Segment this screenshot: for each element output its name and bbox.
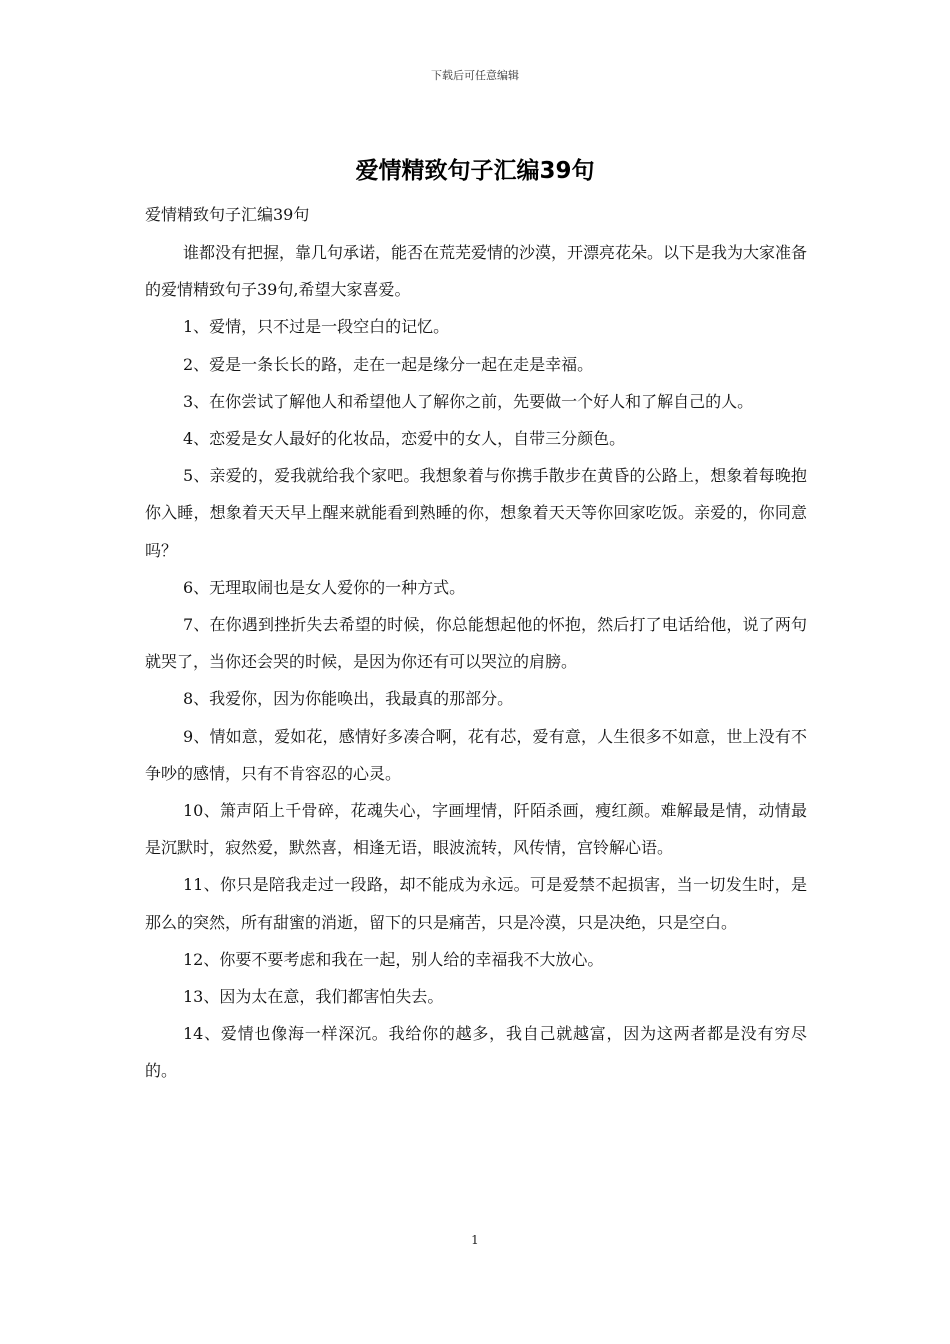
quote-paragraph: 10、箫声陌上千骨碎，花魂失心，字画埋情，阡陌杀画，瘦红颜。难解最是情，动情最是沉默时，寂然爱，默然喜，相逢无语，眼波流转，风传情，宫铃解心语。 <box>145 801 807 858</box>
quote-paragraph: 7、在你遇到挫折失去希望的时候，你总能想起他的怀抱，然后打了电话给他，说了两句就哭了，当你还会哭的时候，是因为你还有可以哭泣的肩膀。 <box>145 615 807 672</box>
document-body <box>145 234 807 1090</box>
quote-paragraph: 11、你只是陪我走过一段路，却不能成为永远。可是爱禁不起损害，当一切发生时，是那么的突然，所有甜蜜的消逝，留下的只是痛苦，只是冷漠，只是决绝，只是空白。 <box>145 875 807 932</box>
document-title: 爱情精致句子汇编39句 <box>355 158 595 184</box>
quote-paragraph: 3、在你尝试了解他人和希望他人了解你之前，先要做一个好人和了解自己的人。 <box>183 391 754 411</box>
quote-paragraph: 6、无理取闹也是女人爱你的一种方式。 <box>183 577 466 597</box>
page-number: 1 <box>471 1233 479 1247</box>
document-subtitle: 爱情精致句子汇编39句 <box>145 205 310 224</box>
quote-paragraph: 13、因为太在意，我们都害怕失去。 <box>183 987 444 1007</box>
quote-paragraph: 1、爱情，只不过是一段空白的记忆。 <box>183 317 450 337</box>
quote-paragraph: 14、爱情也像海一样深沉。我给你的越多，我自己就越富，因为这两者都是没有穷尽的。 <box>145 1024 807 1081</box>
quote-paragraph: 8、我爱你，因为你能唤出，我最真的那部分。 <box>183 689 514 709</box>
quote-paragraph: 5、亲爱的，爱我就给我个家吧。我想象着与你携手散步在黄昏的公路上，想象着每晚抱你入睡，想象着天天早上醒来就能看到熟睡的你，想象着天天等你回家吃饭。亲爱的，你同意吗？ <box>145 466 807 560</box>
intro-paragraph: 谁都没有把握，靠几句承诺，能否在荒芜爱情的沙漠，开漂亮花朵。以下是我为大家准备的爱情精致句子39句,希望大家喜爱。 <box>145 243 808 300</box>
quote-paragraph: 12、你要不要考虑和我在一起，别人给的幸福我不大放心。 <box>183 949 604 969</box>
quote-paragraph: 4、恋爱是女人最好的化妆品，恋爱中的女人，自带三分颜色。 <box>183 429 626 449</box>
page-header-note: 下载后可任意编辑 <box>431 69 519 82</box>
quote-paragraph: 2、爱是一条长长的路，走在一起是缘分一起在走是幸福。 <box>183 354 594 374</box>
quote-paragraph: 9、情如意，爱如花，感情好多凑合啊，花有芯，爱有意，人生很多不如意，世上没有不争吵的感情，只有不肯容忍的心灵。 <box>145 726 807 783</box>
